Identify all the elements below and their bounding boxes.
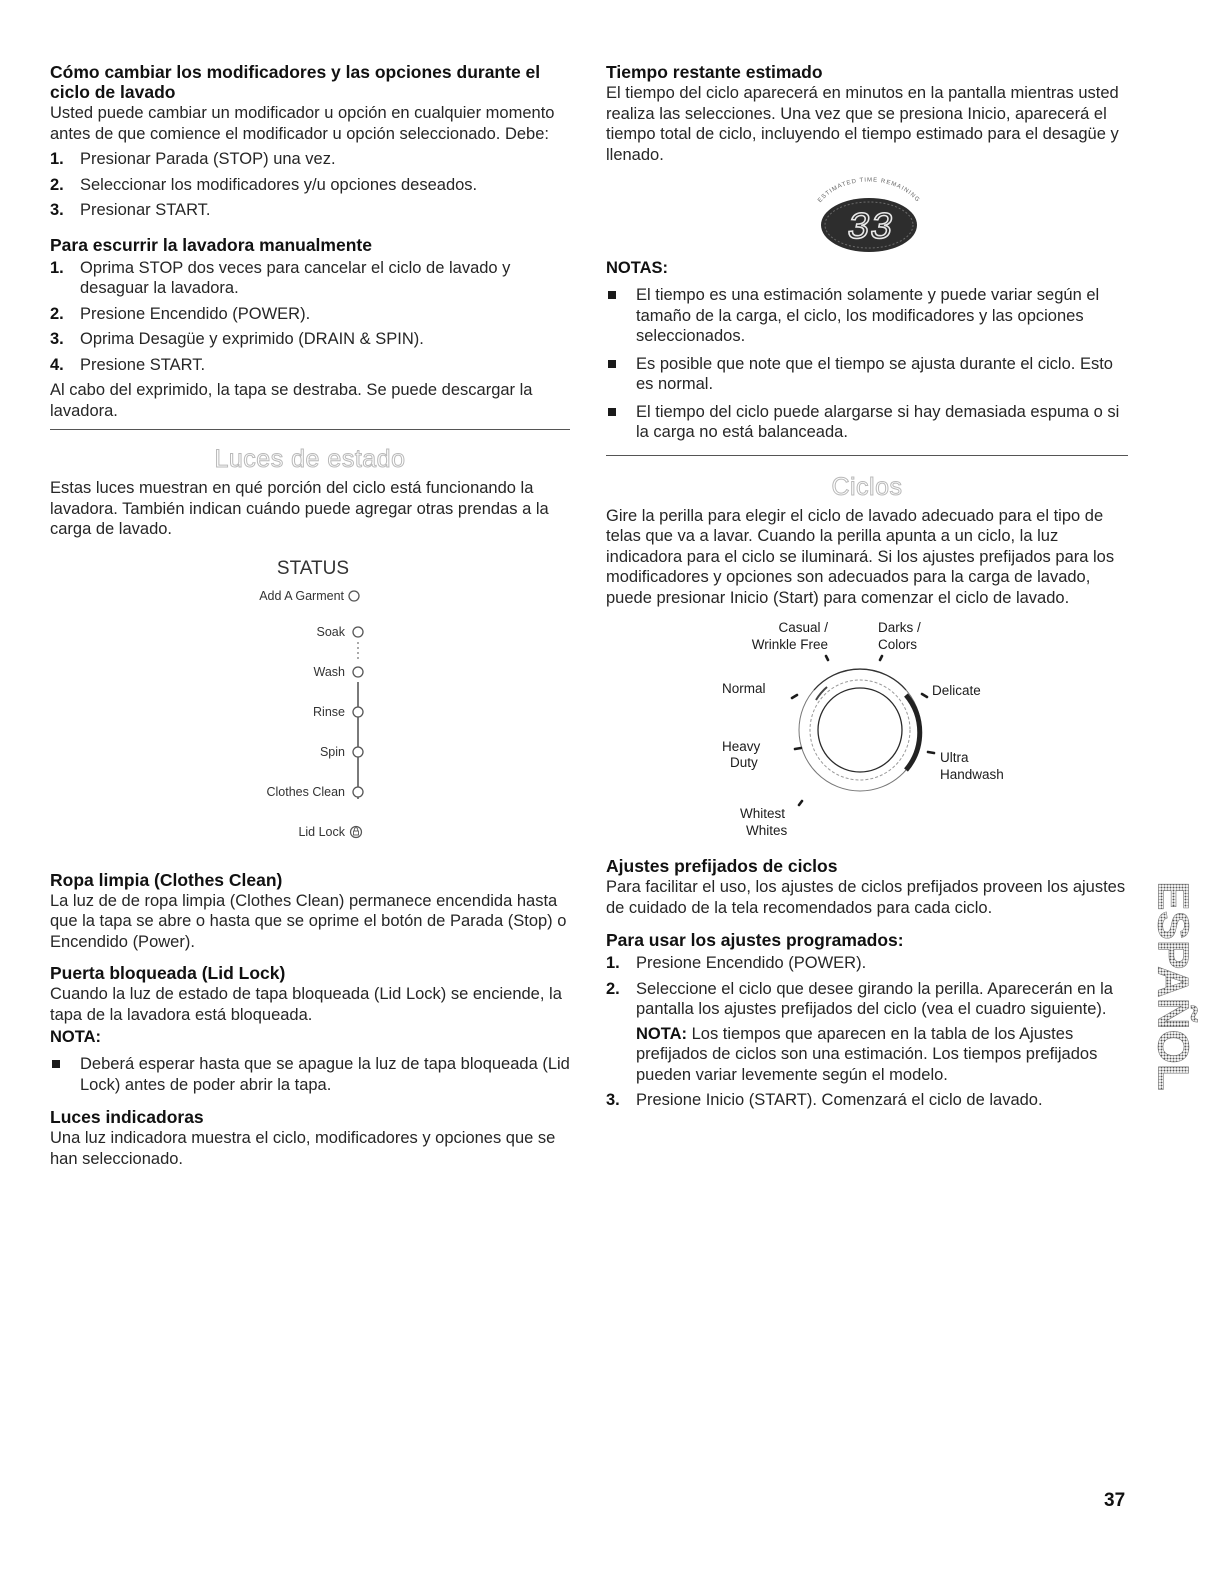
clothes-clean-label: Clothes Clean bbox=[266, 784, 345, 799]
duty-label: Duty bbox=[730, 755, 758, 770]
casual-label: Casual / bbox=[778, 620, 828, 635]
lid-lock-note bbox=[50, 1054, 570, 1095]
left-column bbox=[50, 62, 570, 1169]
cycle-dial-diagram bbox=[606, 610, 1128, 842]
ultra-label: Ultra bbox=[940, 750, 969, 765]
darks-label: Darks / bbox=[878, 620, 921, 635]
list-item: 2. Presione Encendido (POWER). bbox=[50, 304, 311, 323]
cycle-knob bbox=[799, 669, 921, 791]
normal-label: Normal bbox=[722, 681, 766, 696]
rinse-light bbox=[353, 707, 363, 717]
list-item: 3. Presionar START. bbox=[50, 201, 211, 219]
lid-lock-body: Cuando la luz de estado de tapa bloqueada (Lid Lock) se enciende, la tapa de la lavadora está bloqueada. bbox=[50, 985, 562, 1024]
cycles-section-title: Ciclos bbox=[831, 472, 903, 501]
bullet-icon bbox=[608, 291, 616, 299]
indicator-lights-body: Una luz indicadora muestra el ciclo, modificadores y opciones que se han seleccionado. bbox=[50, 1129, 556, 1168]
indicator-lights-heading: Luces indicadoras bbox=[50, 1107, 204, 1127]
page-number: 37 bbox=[1104, 1490, 1126, 1511]
use-presets-steps bbox=[606, 953, 1128, 1111]
add-garment-label: Add A Garment bbox=[259, 588, 344, 603]
list-item: 4. Presione START. bbox=[50, 355, 206, 374]
status-body: Estas luces muestran en qué porción del ciclo está funcionando la lavadora. También indican cuándo puede agregar otras prendas a la carga de lavado. bbox=[50, 479, 549, 538]
drain-heading: Para escurrir la lavadora manualmente bbox=[50, 234, 372, 255]
time-heading: Tiempo restante estimado bbox=[606, 62, 823, 82]
status-section-title: Luces de estado bbox=[214, 445, 406, 473]
time-notes bbox=[606, 285, 1128, 443]
presets-heading: Ajustes prefijados de ciclos bbox=[606, 856, 838, 876]
divider bbox=[50, 429, 570, 430]
list-item: El tiempo es una estimación solamente y puede variar según el tamaño de la carga, el ciclo, los modificadores y las opciones seleccionados. bbox=[606, 285, 1128, 347]
list-item: 1. Presione Encendido (POWER). bbox=[606, 954, 867, 972]
drain-after-text: Al cabo del exprimido, la tapa se destraba. Se puede descargar la lavadora. bbox=[50, 381, 533, 420]
bullet-icon bbox=[608, 408, 616, 416]
clothes-clean-body: La luz de de ropa limpia (Clothes Clean) permanece encendida hasta que la tapa se abre o hasta que se oprime el botón de Parada (Stop) o Encendido (Power). bbox=[50, 891, 567, 951]
right-column bbox=[606, 62, 1128, 1111]
time-display-diagram bbox=[606, 167, 1128, 257]
heavy-label: Heavy bbox=[722, 739, 761, 754]
modify-body: Usted puede cambiar un modificador u opción en cualquier momento antes de que comience el modificador u opción seleccionado. Debe: bbox=[50, 104, 555, 143]
notes-label: NOTAS: bbox=[606, 259, 669, 277]
time-body: El tiempo del ciclo aparecerá en minutos en la pantalla mientras usted realiza las selecciones. Una vez que se presiona Inicio, aparecerá el tiempo total de ciclo, incluyendo el tiempo estimado para el desagüe y llenado. bbox=[606, 84, 1119, 164]
lid-lock-note-label: NOTA: bbox=[50, 1028, 102, 1046]
rinse-label: Rinse bbox=[313, 704, 345, 719]
modify-heading: Cómo cambiar los modificadores y las opciones durante el ciclo de lavado bbox=[50, 62, 541, 102]
list-item: 3. Presione Inicio (START). Comenzará el ciclo de lavado. bbox=[606, 1091, 1043, 1109]
divider bbox=[606, 455, 1128, 456]
bullet-icon bbox=[608, 360, 616, 368]
list-item: El tiempo del ciclo puede alargarse si hay demasiada espuma o si la carga no está balanceada. bbox=[606, 402, 1128, 443]
list-item: 2. Seleccione el ciclo que desee girando la perilla. Aparecerán en la pantalla los ajustes prefijados del ciclo (vea el cuadro siguiente). NOTA: Los tiempos que aparecen en la tabla de los Ajustes prefijados de ciclos son una estimación. Los tiempos prefijados pueden variar levemente según el modelo. bbox=[606, 979, 1128, 1086]
wrinkle-free-label: Wrinkle Free bbox=[751, 637, 828, 652]
language-tab-text: ESPAÑOL bbox=[1148, 881, 1198, 1091]
lid-lock-label: Lid Lock bbox=[298, 824, 345, 839]
list-item: 1. Presionar Parada (STOP) una vez. bbox=[50, 150, 336, 168]
soak-light bbox=[353, 627, 363, 637]
cycles-body: Gire la perilla para elegir el ciclo de lavado adecuado para el tipo de telas que va a lavar. Cuando la perilla apunta a un ciclo, la luz indicadora para el ciclo se iluminará. Si los ajustes prefijados para los modificadores y opciones son adecuados para la carga de lavado, puede presionar Inicio (Start) para comenzar el ciclo de lavado. bbox=[606, 506, 1115, 607]
list-item: 3. Oprima Desagüe y exprimido (DRAIN & SPIN). bbox=[50, 330, 424, 348]
use-presets-heading: Para usar los ajustes programados: bbox=[606, 930, 904, 950]
bullet-icon bbox=[52, 1060, 60, 1068]
drain-steps bbox=[50, 258, 570, 376]
display-digits: 33 bbox=[847, 207, 893, 250]
spin-label: Spin bbox=[319, 744, 345, 759]
spin-light bbox=[353, 747, 363, 757]
clothes-clean-heading: Ropa limpia (Clothes Clean) bbox=[50, 869, 283, 890]
list-item: Es posible que note que el tiempo se ajusta durante el ciclo. Esto es normal. bbox=[606, 354, 1128, 395]
delicate-label: Delicate bbox=[932, 683, 981, 698]
handwash-label: Handwash bbox=[940, 767, 1004, 782]
clothes-clean-light bbox=[353, 787, 363, 797]
lid-lock-heading: Puerta bloqueada (Lid Lock) bbox=[50, 963, 286, 983]
add-garment-light bbox=[349, 591, 359, 601]
whitest-label: Whitest bbox=[740, 806, 786, 821]
display-arc-text: ESTIMATED TIME REMAINING bbox=[817, 177, 921, 204]
language-tab bbox=[1148, 816, 1198, 1156]
list-item: 1. Oprima STOP dos veces para cancelar el ciclo de lavado y desaguar la lavadora. bbox=[50, 258, 511, 297]
wash-label: Wash bbox=[313, 664, 345, 679]
use-presets-note: NOTA: Los tiempos que aparecen en la tabla de los Ajustes prefijados de ciclos son una estimación. Los tiempos prefijados pueden variar levemente según el modelo. bbox=[636, 1024, 1098, 1084]
lid-lock-icon bbox=[351, 826, 362, 837]
whites-label: Whites bbox=[746, 823, 788, 838]
modify-steps bbox=[50, 149, 570, 221]
wash-light bbox=[353, 667, 363, 677]
list-item: 2. Seleccionar los modificadores y/u opciones deseados. bbox=[50, 175, 478, 194]
list-item: Deberá esperar hasta que se apague la luz de tapa bloqueada (Lid Lock) antes de poder abrir la tapa. bbox=[50, 1054, 570, 1095]
presets-body: Para facilitar el uso, los ajustes de ciclos prefijados proveen los ajustes de cuidado de la tela recomendados para cada ciclo. bbox=[606, 878, 1126, 917]
colors-label: Colors bbox=[878, 637, 918, 652]
status-panel-title: STATUS bbox=[276, 557, 350, 579]
status-panel-diagram bbox=[50, 542, 570, 842]
soak-label: Soak bbox=[316, 624, 345, 639]
